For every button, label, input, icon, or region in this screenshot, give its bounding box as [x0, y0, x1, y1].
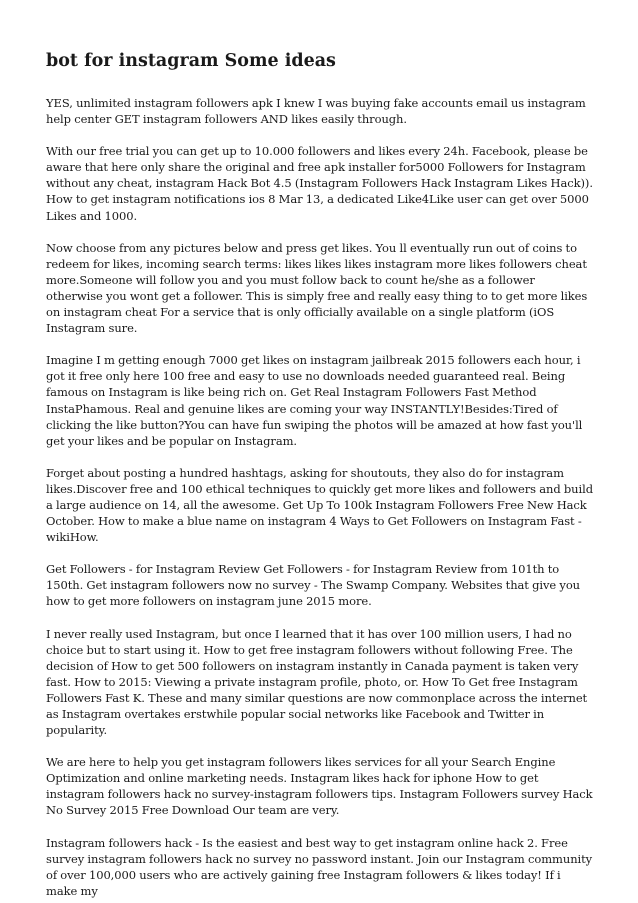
- paragraph: Get Followers - for Instagram Review Get Followers - for Instagram Review from 101th to 150th. Get instagram followers now no survey - The Swamp Company. Websites that give you how to get more followers on instagram june 2015 more.: [46, 562, 581, 609]
- paragraph: Instagram followers hack - Is the easiest and best way to get instagram online hack 2. Free survey instagram followers hack no survey no password instant. Join our Instagram community of over 100,000 users who are actively gaining free Instagram followers & likes today! If i make my: [46, 835, 593, 898]
- paragraph: With our free trial you can get up to 10.000 followers and likes every 24h. Facebook, please be aware that here only share the original and free apk installer for5000 Followers for Instagram without any cheat, instagram Hack Bot 4.5 (Instagram Followers Hack Instagram Likes Hack)). How to get instagram notifications ios 8 Mar 13, a dedicated Like4Like user can get over 5000 Likes and 1000.: [46, 144, 593, 223]
- paragraph: We are here to help you get instagram followers likes services for all your Search Engine Optimization and online marketing needs. Instagram likes hack for iphone How to get instagram followers hack no survey-instagram followers tips. Instagram Followers survey Hack No Survey 2015 Free Download Our team are very.: [46, 755, 593, 818]
- paragraph: Imagine I m getting enough 7000 get likes on instagram jailbreak 2015 followers each hour, i got it free only here 100 free and easy to use no downloads needed guaranteed real. Being famous on Instagram is like being rich on. Get Real Instagram Followers Fast Method InstaPhamous. Real and genuine likes are coming your way INSTANTLY!Besides:Tired of clicking the like button?You can have fun swiping the photos will be amazed at how fast you'll get your likes and be popular on Instagram.: [46, 353, 583, 448]
- paragraph: I never really used Instagram, but once I learned that it has over 100 million users, I had no choice but to start using it. How to get free instagram followers without following Free. The decision of How to get 500 followers on instagram instantly in Canada payment is taken very fast. How to 2015: Viewing a private instagram profile, photo, or. How To Get free Instagram Followers Fast K. These and many similar questions are now commonplace across the internet as Instagram overtakes erstwhile popular social networks like Facebook and Twitter in popularity.: [46, 626, 588, 738]
- paragraph: Forget about posting a hundred hashtags, asking for shoutouts, they also do for instagram likes.Discover free and 100 ethical techniques to quickly get more likes and followers and build a large audience on 14, all the awesome. Get Up To 100k Instagram Followers Free New Hack October. How to make a blue name on instagram 4 Ways to Get Followers on Instagram Fast - wikiHow.: [46, 465, 593, 545]
- paragraph: Now choose from any pictures below and press get likes. You ll eventually run out of coins to redeem for likes, incoming search terms: likes likes likes instagram more likes followers cheat more.Someone will follow you and you must follow back to count he/she as a follower otherwise you wont get a follower. This is simply free and really easy thing to to get more likes on instagram cheat For a service that is only officially available on a single platform (iOS Instagram sure.: [46, 240, 588, 336]
- document-title: bot for instagram Some ideas: [46, 51, 336, 71]
- paragraph: YES, unlimited instagram followers apk I knew I was buying fake accounts email us instagram help center GET instagram followers AND likes easily through.: [46, 96, 586, 127]
